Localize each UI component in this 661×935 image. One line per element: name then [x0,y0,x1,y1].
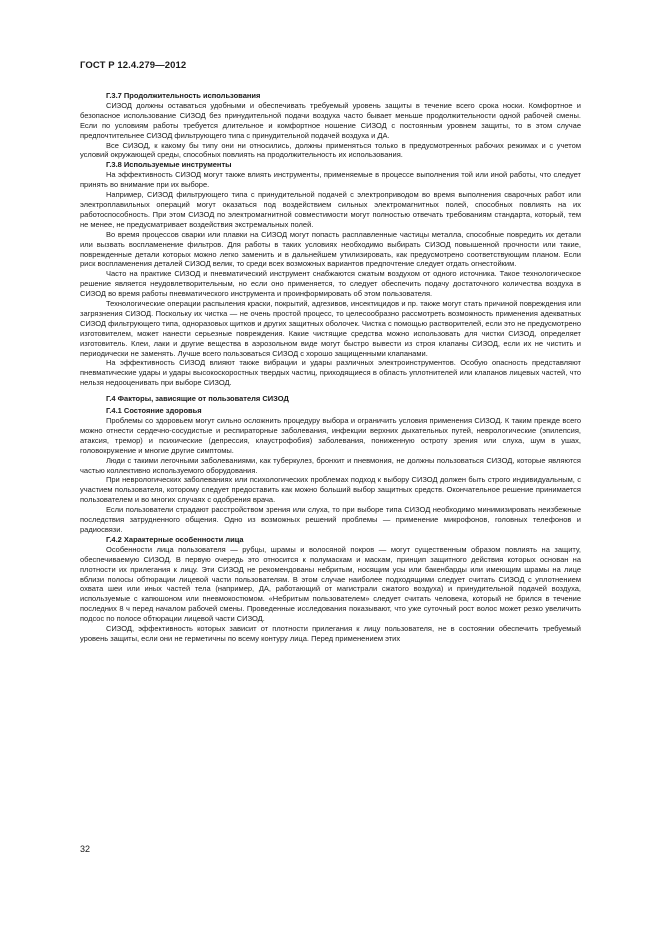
section-heading: Г.3.8 Используемые инструменты [106,160,232,170]
section-heading: Г.4 Факторы, зависящие от пользователя СИЗОД [106,394,289,404]
paragraph: На эффективность СИЗОД влияют также вибрации и удары различных электроинструментов. Особую опасность представляют пневматические удары и удары высокоскоростных твердых частиц, приходящиеся в область уплотнителей или клапанов лицевых частей, что нельзя недооценивать при выборе СИЗОД. [80,358,581,388]
paragraph: Часто на практике СИЗОД и пневматический инструмент снабжаются сжатым воздухом от одного источника. Такое технологическое решение является неудовлетворительным, но если оно применяется, то следует обеспечить подачу достаточного количества воздуха в СИЗОД во время работы пневматического инструмента и проинформировать об этом пользователя. [80,269,581,299]
paragraph: На эффективность СИЗОД могут также влиять инструменты, применяемые в процессе выполнения той или иной работы, что следует принять во внимание при их выборе. [80,170,581,190]
paragraph: Проблемы со здоровьем могут сильно осложнить процедуру выбора и ограничить условия применения СИЗОД. К таким прежде всего можно отнести сердечно-сосудистые и респираторные заболевания, инфекции верхних дыхательных путей, неврологические (эпилепсия, атаксия, тремор) и психические (депрессия, клаустрофобия) заболевания, пониженную остроту зрения или слуха, шум в ушах, головокружение и многие другие симптомы. [80,416,581,455]
paragraph: Все СИЗОД, к какому бы типу они ни относились, должны применяться только в предусмотренных рабочих режимах и с учетом условий окружающей среды, способных повлиять на продолжительность их использования. [80,140,581,160]
document-header: ГОСТ Р 12.4.279—2012 [80,60,187,71]
paragraph: Особенности лица пользователя — рубцы, шрамы и волосяной покров — могут существенным образом повлиять на защиту, обеспечиваемую СИЗОД. В первую очередь это относится к полумаскам и маскам, принцип защитного действия которых основан на плотности их прилегания к лицу. Эти СИЗОД не рекомендованы небритым, носящим усы или бакенбарды или имеющим шрамы на лице вблизи полосы обтюрации лицевой части пользователям. В этом случае наиболее подходящими следует считать СИЗОД с уплотнением охвата шеи или иных частей тела (например, ДА, работающий от магистрали сжатого воздуха) и принудительной подачей воздуха, используемые с капюшоном или пневмокостюмом. «Небритым пользователем» следует считать человека, который не брился в течение последних 8 ч перед началом рабочей смены. Проведенные исследования показывают, что уже суточный рост волос может резко увеличить подсос по полосе обтюрации лицевой части СИЗОД. [80,544,581,624]
document-body [80,91,581,644]
paragraph: Технологические операции распыления краски, покрытий, адгезивов, инсектицидов и пр. также могут стать причиной повреждения или загрязнения СИЗОД. Поскольку их чистка — не очень простой процесс, то целесообразно рассмотреть возможность применения адекватных СИЗОД фильтрующего типа, одноразовых щитков и других защитных оболочек. Чистка с помощью растворителей, если это не предусмотрено изготовителем, может нанести серьезные повреждения. Какие чистящие средства можно использовать для чистки СИЗОД, определяет изготовитель. Клеи, лаки и другие вещества в аэрозольном виде могут быстро вывести из строя клапаны СИЗОД, если их не чистить и периодически не заменять. Лучше всего пользоваться СИЗОД с хорошо защищенными клапанами. [80,299,581,358]
paragraph: Если пользователи страдают расстройством зрения или слуха, то при выборе типа СИЗОД необходимо минимизировать неизбежные последствия затрудненного общения. Одно из возможных решений проблемы — применение микрофонов, головных телефонов и радиосвязи. [80,505,581,534]
paragraph: Во время процессов сварки или плавки на СИЗОД могут попасть расплавленные частицы металла, способные повредить их детали или вызвать воспламенение фильтров. Для работы в таких условиях необходимо выбирать СИЗОД повышенной прочности или такие, поврежденные детали которых можно легко заменить и в дальнейшем утилизировать, как предусмотрено соответствующим планом. Если риск воспламенения деталей СИЗОД велик, то среди всех возможных вариантов предпочтение следует отдать огнестойким. [80,229,581,269]
paragraph: СИЗОД, эффективность которых зависит от плотности прилегания к лицу пользователя, не в состоянии обеспечить требуемый уровень защиты, если они не герметичны по всему контуру лица. Перед применением этих [80,624,581,643]
page-number: 32 [80,844,91,854]
paragraph: СИЗОД должны оставаться удобными и обеспечивать требуемый уровень защиты в течение всего срока носки. Комфортное и безопасное использование СИЗОД без принудительной подачи воздуха часто бывает меньше продолжительности одной рабочей смены. Если по условиям работы требуется длительное и комфортное ношение СИЗОД с постоянным уровнем защиты, то в этом случае предпочтительнее СИЗОД фильтрующего типа с принудительной подачей воздуха и ДА. [80,100,581,140]
paragraph: Например, СИЗОД фильтрующего типа с принудительной подачей с электроприводом во время выполнения сварочных работ или электроплавильных операций могут оказаться под воздействием сильных электромагнитных полей, способных повлиять на их работоспособность. При этом СИЗОД по электромагнитной совместимости могут полностью отвечать требованиям стандарта, который, тем не менее, не предусматривает воздействия экстремальных полей. [80,190,581,229]
paragraph: При неврологических заболеваниях или психологических проблемах подход к выбору СИЗОД должен быть строго индивидуальным, с участием пользователя, которому следует предоставить как можно больший выбор защитных средств. Окончательное решение принимается пользователем и во многих случаях с одобрения врача. [80,475,581,505]
section-heading: Г.4.1 Состояние здоровья [106,406,202,416]
section-heading: Г.3.7 Продолжительность использования [106,91,261,100]
paragraph: Люди с такими легочными заболеваниями, как туберкулез, бронхит и пневмония, не должны пользоваться СИЗОД, которые являются частью коллективно используемого оборудования. [80,455,581,475]
section-heading: Г.4.2 Характерные особенности лица [106,534,244,544]
